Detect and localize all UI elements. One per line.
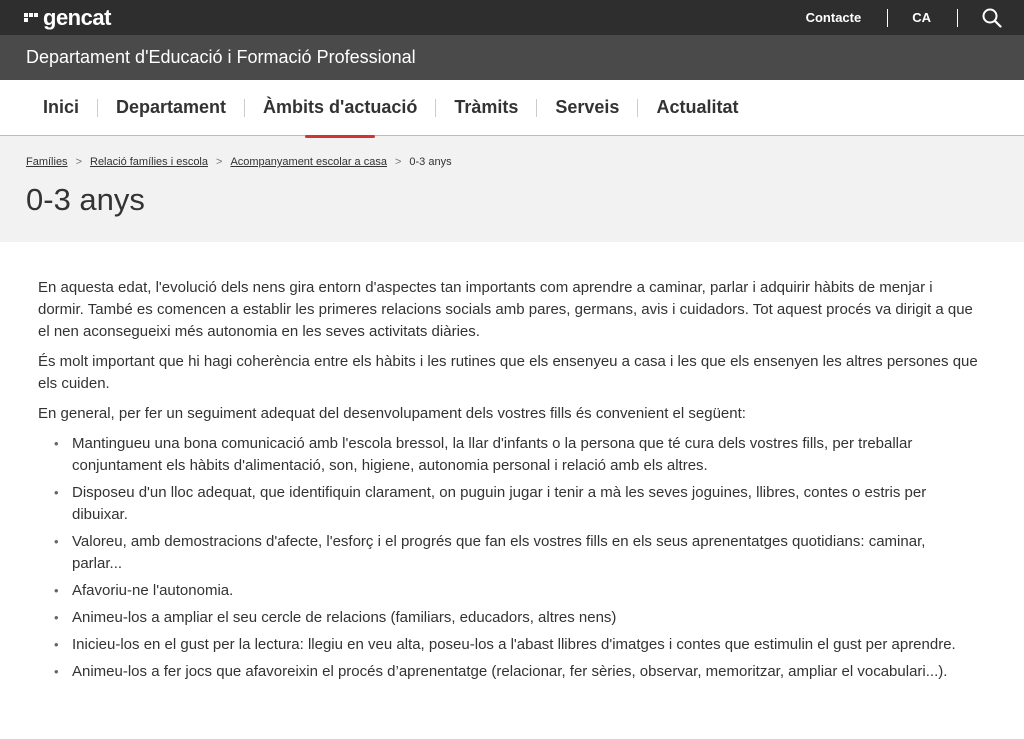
intro-paragraph: En aquesta edat, l'evolució dels nens gira entorn d'aspectes tan importants com aprendre a caminar, parlar i adquirir hàbits de menjar i dormir. També es comencen a establir les primeres relacions socials amb pares, germans, avis i cuidadors. Tot aquest procés va dirigit a que el nen aconsegueixi més autonomia en les seves activitats diàries. <box>38 279 973 340</box>
gencat-logo-mark-icon <box>24 13 38 22</box>
chevron-right-icon: > <box>75 156 82 168</box>
list-item: • Animeu-los a ampliar el seu cercle de relacions (familiars, educadors, altres nens) <box>54 607 979 629</box>
recommendations-intro: En general, per fer un seguiment adequat del desenvolupament dels vostres fills és convenient el següent: <box>38 405 746 422</box>
nav-item-departament[interactable] <box>116 80 226 136</box>
nav-item-ambits-actuacio[interactable] <box>263 80 417 136</box>
main-content <box>0 242 1024 683</box>
nav-divider <box>536 99 537 117</box>
list-item: • Valoreu, amb demostracions d'afecte, l'esforç i el progrés que fan els vostres fills en els seus aprenentatges quotidians: caminar, parlar... <box>54 531 979 575</box>
chevron-right-icon: > <box>394 156 402 168</box>
list-item: • Inicieu-los en el gust per la lectura: llegiu en veu alta, poseu-los a l'abast llibres d'imatges i contes que estimulin el gust per aprendre. <box>54 634 979 656</box>
nav-divider <box>637 99 638 117</box>
nav-divider <box>435 99 436 117</box>
breadcrumb <box>26 156 998 168</box>
gencat-logo[interactable] <box>24 4 111 30</box>
nav-item-inici[interactable] <box>43 80 79 136</box>
nav-divider <box>244 99 245 117</box>
nav-item-label: Àmbits d'actuació <box>263 97 418 117</box>
department-name[interactable]: Departament d'Educació i Formació Professional <box>26 47 416 67</box>
nav-item-actualitat[interactable] <box>656 80 738 136</box>
coherence-paragraph: És molt important que hi hagi coherència entre els hàbits i les rutines que els ensenyeu a casa i les que els ensenyen les altres persones que els cuiden. <box>38 353 978 392</box>
nav-divider <box>97 99 98 117</box>
top-bar <box>0 0 1024 35</box>
nav-item-serveis[interactable] <box>555 80 619 136</box>
search-icon[interactable] <box>982 8 1002 28</box>
nav-item-label: Departament <box>116 97 227 117</box>
breadcrumb-link-acompanyament-escolar[interactable]: Acompanyament escolar a casa <box>230 156 387 168</box>
nav-item-label: Inici <box>43 97 80 117</box>
breadcrumb-link-families[interactable]: Famílies <box>26 156 68 168</box>
recommendations-list <box>54 433 979 683</box>
list-item: • Disposeu d'un lloc adequat, que identifiquin clarament, on puguin jugar i tenir a mà les seves joguines, llibres, contes o estris per dibuixar. <box>54 482 979 526</box>
nav-item-tramits[interactable] <box>454 80 518 136</box>
logo-text: gencat <box>43 4 111 30</box>
list-item: • Afavoriu-ne l'autonomia. <box>54 580 979 602</box>
page-title: 0-3 anys <box>26 182 145 217</box>
nav-item-label: Serveis <box>555 97 620 117</box>
page-header <box>0 136 1024 242</box>
top-divider <box>957 9 958 27</box>
department-bar <box>0 35 1024 80</box>
breadcrumb-link-relacio-families-escola[interactable]: Relació famílies i escola <box>90 156 208 168</box>
top-actions <box>806 8 1002 28</box>
breadcrumb-current: 0-3 anys <box>409 156 452 168</box>
nav-item-label: Tràmits <box>454 97 519 117</box>
contact-link[interactable]: Contacte <box>805 10 862 25</box>
chevron-right-icon: > <box>216 156 223 168</box>
language-selector[interactable]: CA <box>912 10 931 25</box>
list-item: • Mantingueu una bona comunicació amb l'escola bressol, la llar d'infants o la persona que té cura dels vostres fills, per treballar conjuntament els hàbits d'alimentació, son, higiene, autonomia personal i relació amb els altres. <box>54 433 979 477</box>
top-divider <box>887 9 888 27</box>
main-navigation <box>0 80 1024 136</box>
nav-item-label: Actualitat <box>656 97 739 117</box>
list-item: • Animeu-los a fer jocs que afavoreixin el procés d’aprenentatge (relacionar, fer sèries, observar, memoritzar, ampliar el vocabulari...). <box>54 661 979 683</box>
